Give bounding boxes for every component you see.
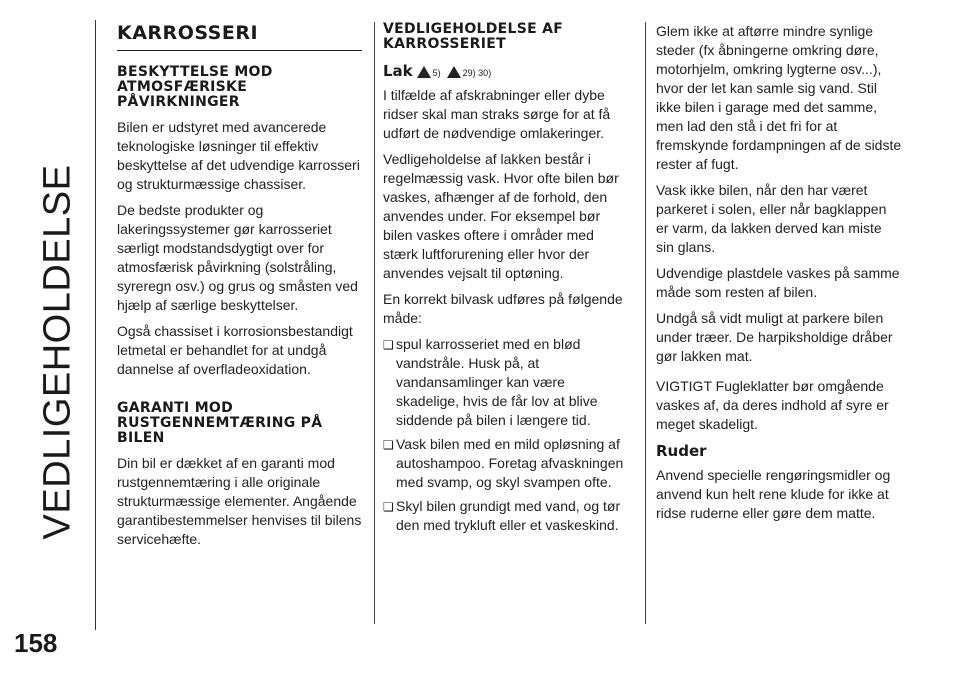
paragraph: Også chassiset i korrosionsbestandigt letmetal er behandlet for at undgå dannelse af overfladeoxidation. (117, 323, 353, 377)
chapter-title: KARROSSERI (117, 22, 362, 51)
paragraph: Anvend specielle rengøringsmidler og anvend kun helt rene klude for ikke at ridse ruderne eller gøre dem matte. (656, 467, 891, 521)
list-item (383, 497, 629, 535)
paragraph: De bedste produkter og lakeringssystemer gør karrosseriet særligt modstandsdygtigt over for atmosfærisk påvirkning (solstråling, syreregn osv.) og grus og småsten ved hjælp af særlige beskyttelser. (117, 202, 358, 313)
page-number: 158 (14, 628, 58, 658)
section-heading-body-maintenance: VEDLIGEHOLDELSE AF KARROSSERIET (383, 21, 564, 52)
paragraph: Glem ikke at aftørre mindre synlige steder (fx åbningerne omkring døre, motorhjelm, omkring lygterne osv...), hvor der let kan samle sig vand. Stil ikke bilen i garage med det samme, men lad den stå i det fri for at fremskynde fordampningen af de sidste rester af fugt. (656, 23, 902, 172)
list-item-text: Skyl bilen grundigt med vand, og tør den med trykluft eller et vaskeskind. (396, 498, 621, 533)
column-1 (117, 22, 363, 556)
list-item (383, 335, 629, 430)
column-divider-1 (374, 22, 375, 624)
list-item-text: spul karrosseriet med en blød vandstråle. Husk på, at vandansamlinger kan være skadelige, hvis de får lov at blive siddende på bilen i længere tid. (396, 336, 598, 428)
paragraph: Udvendige plastdele vaskes på samme måde som resten af bilen. (656, 265, 900, 300)
subheading-paint: Lak (383, 62, 413, 80)
checkbox-bullet-icon (383, 435, 396, 492)
column-2 (383, 22, 629, 540)
section-heading-weather-protection: BESKYTTELSE MOD ATMOSFÆRISKE PÅVIRKNINGER (117, 64, 273, 110)
paragraph: Din bil er dækket af en garanti mod rustgennemtæring i alle originale strukturmæssige elementer. Angående garantibestemmelser henvises til bilens servicehæfte. (117, 455, 362, 547)
warning-icon (447, 66, 461, 78)
column-3 (656, 22, 902, 530)
list-item (383, 435, 629, 492)
section-heading-rust-warranty: GARANTI MOD RUSTGENNEMTÆRING PÅ BILEN (117, 400, 323, 446)
paragraph: En korrekt bilvask udføres på følgende måde: (383, 291, 623, 326)
paragraph: Vask ikke bilen, når den har været parkeret i solen, eller når bagklappen er varm, da lakken derved kan miste sin glans. (656, 182, 887, 255)
list-item-text: Vask bilen med en mild opløsning af autoshampoo. Foretag afvaskningen med svamp, og skyl svampen ofte. (396, 436, 624, 490)
subheading-windows: Ruder (656, 442, 707, 460)
reference-note: 29) 30) (462, 68, 492, 78)
side-section-title: VEDLIGEHOLDELSE (36, 164, 79, 540)
checkbox-bullet-icon (383, 335, 396, 430)
paragraph: Bilen er udstyret med avancerede teknologiske løsninger til effektiv beskyttelse af det udvendige karrosseri og strukturmæssige chassiser. (117, 119, 360, 192)
checkbox-bullet-icon (383, 497, 396, 535)
warning-icon (417, 66, 431, 78)
paragraph: I tilfælde af afskrabninger eller dybe ridser skal man straks sørge for at få udført de nødvendige omlakeringer. (383, 87, 611, 141)
side-rule (95, 20, 96, 630)
reference-note: 5) (432, 68, 441, 78)
important-note: VIGTIGT Fugleklatter bør omgående vaskes af, da deres indhold af syre er meget skadeligt. (656, 378, 889, 432)
paragraph: Vedligeholdelse af lakken består i regelmæssig vask. Hvor ofte bilen bør vaskes, afhænger af de forhold, den anvendes under. For eksempel bør bilen vaskes oftere i områder med stærk luftforurening eller hvor der anvendes vejsalt til optøning. (383, 151, 619, 281)
subheading-paint-row (383, 62, 629, 80)
paragraph: Undgå så vidt muligt at parkere bilen under træer. De harpiksholdige dråber gør lakken mat. (656, 310, 893, 364)
column-divider-2 (645, 22, 646, 624)
